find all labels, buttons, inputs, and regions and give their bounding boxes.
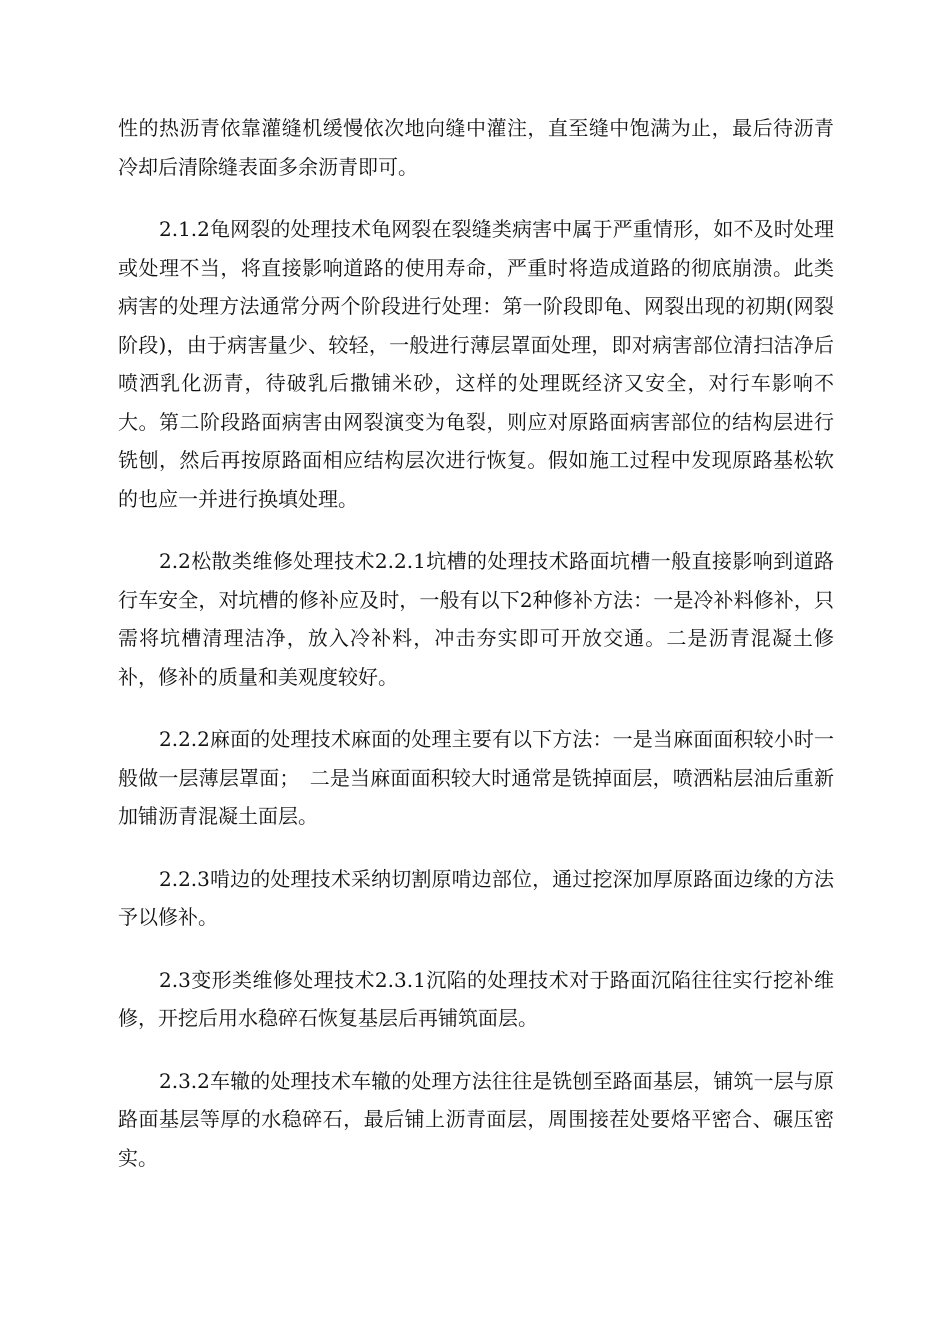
paragraph-2-2-2: 2.2.2麻面的处理技术麻面的处理主要有以下方法：一是当麻面面积较小时一般做一层薄层罩面； 二是当麻面面积较大时通常是铣掉面层，喷洒粘层油后重新加铺沥青混凝土面层。 [118, 727, 834, 828]
paragraph-continuation: 性的热沥青依靠灌缝机缓慢依次地向缝中灌注，直至缝中饱满为止，最后待沥青冷却后清除缝表面多余沥青即可。 [118, 116, 834, 179]
paragraph-2-3-2: 2.3.2车辙的处理技术车辙的处理方法往往是铣刨至路面基层，铺筑一层与原路面基层等厚的水稳碎石，最后铺上沥青面层，周围接茬处要烙平密合、碾压密实。 [118, 1068, 834, 1170]
paragraph-2-3: 2.3变形类维修处理技术2.3.1沉陷的处理技术对于路面沉陷往往实行挖补维修，开挖后用水稳碎石恢复基层后再铺筑面层。 [118, 967, 834, 1030]
paragraph-2-2: 2.2松散类维修处理技术2.2.1坑槽的处理技术路面坑槽一般直接影响到道路行车安全，对坑槽的修补应及时，一般有以下2种修补方法：一是冷补料修补，只需将坑槽清理洁净，放入冷补料，冲击夯实即可开放交通。二是沥青混凝土修补，修补的质量和美观度较好。 [118, 549, 834, 689]
paragraph-2-2-3: 2.2.3啃边的处理技术采纳切割原啃边部位，通过挖深加厚原路面边缘的方法予以修补。 [118, 866, 834, 929]
paragraph-2-1-2: 2.1.2龟网裂的处理技术龟网裂在裂缝类病害中属于严重情形，如不及时处理或处理不当，将直接影响道路的使用寿命，严重时将造成道路的彻底崩溃。此类病害的处理方法通常分两个阶段进行处理：第一阶段即龟、网裂出现的初期(网裂阶段)，由于病害量少、较轻，一般进行薄层罩面处理，即对病害部位清扫洁净后喷洒乳化沥青，待破乳后撒铺米砂，这样的处理既经济又安全，对行车影响不大。第二阶段路面病害由网裂演变为龟裂，则应对原路面病害部位的结构层进行铣刨，然后再按原路面相应结构层次进行恢复。假如施工过程中发现原路基松软的也应一并进行换填处理。 [118, 217, 834, 511]
document-body [118, 109, 834, 1177]
